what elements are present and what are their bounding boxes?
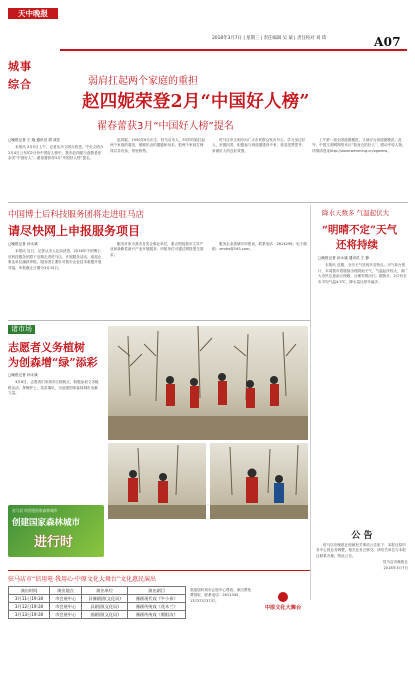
table-header-row [9, 587, 186, 595]
table-header: 演出剧目 [128, 587, 186, 595]
lead-col3-text: 驻马店市文明办向广大市民群众发出号召，学习身边好人，崇德向善，积极参与到道德建设中来，营造见贤思齐、争做好人的良好氛围。 [212, 138, 306, 153]
brand-logo-icon [278, 592, 288, 602]
table-cell: 3月13日19:30 [9, 611, 50, 619]
banner-sub: 驻马店市创建国家森林城市 [12, 508, 58, 513]
column-divider [310, 205, 311, 600]
photo-scene [210, 443, 308, 519]
ad-note: 欢迎届时到市会展中心观看。演出票免费领取，联系电话：2612345、13737373737。 [190, 588, 252, 603]
weather-text: 本报讯 近期，全市天气呈现多变特点。市气象台预计，本周我市将继续出现阴雨天气，气温起伏较大，请广大市民注意添衣保暖，合理安排出行。据统计，2月份全市平均气温4.5℃，降水量比常年偏多。 [318, 263, 408, 284]
tree-planting-photo-main [108, 326, 308, 440]
banner-title: 创建国家森林城市 [12, 518, 81, 528]
feature-byline: □晚报记者 孙永斌 [8, 373, 38, 377]
lead-col1 [8, 138, 104, 163]
top-rule [60, 49, 407, 51]
feature-title2: 为创森增“绿”添彩 [8, 356, 98, 369]
story2-col3 [212, 242, 308, 254]
feature-body [8, 373, 100, 398]
section-line2: 综合 [8, 78, 32, 91]
table-cell: 豫剧传统戏《花木兰》 [128, 603, 186, 611]
story2-headline: 中国博士后科技服务团将走进驻马店 [8, 210, 145, 220]
lead-col3 [212, 138, 308, 155]
story2-col2 [110, 242, 206, 259]
table-cell: 豫剧传统戏《朝阳沟》 [128, 611, 186, 619]
table-cell: 豫剧现代戏《牛小伟》 [128, 595, 186, 603]
divider [8, 202, 408, 203]
table-cell: 县豫剧团(文化局) [82, 595, 128, 603]
ad-rule [8, 570, 310, 571]
story2-col1 [8, 242, 104, 272]
table-row [9, 595, 186, 603]
notice-body [316, 543, 408, 571]
section-line1: 城事 [8, 60, 32, 73]
forest-city-banner [8, 505, 104, 557]
divider [8, 320, 310, 321]
notice-box [316, 528, 408, 628]
table-row [9, 603, 186, 611]
date-bar: 2018年3月7日 | 星期三 | 责任编辑 吴 蒙 | 责任校对 刘 琦 [212, 36, 327, 41]
photo-scene [108, 443, 206, 519]
feature-label: 诸市场 [8, 325, 35, 334]
feature-title1: 志愿者义务植树 [8, 341, 85, 354]
notice-text: 驻马店市晚报社现就有关事项公告如下：本报社原印务中心因业务调整，相关业务已移交，请有关单位与本报社联系办理。特此公告。 [316, 543, 406, 558]
page-code: A07 [374, 35, 401, 49]
photo-scene [108, 326, 308, 440]
lead-col4 [312, 138, 408, 155]
feature-text: 3月6日，志愿者们来到市区植树点，积极参加义务植树活动，挥锹铲土、扶苗填坑，为创建国家森林城市贡献力量。 [8, 380, 99, 396]
lead-col2-text: 赵四妮，1950年6月出生，驻马店市人，53岁的她扛起两个家庭的重担，照顾年迈的婆婆和母亲，把两个家庭打理得井井有条，邻里称赞。 [110, 138, 205, 153]
ad-slogan: 驻马店市“信用电·我用心·中原文化大舞台”文化惠民演出 [8, 576, 157, 583]
table-header: 演出时间 [9, 587, 50, 595]
story2-byline: □晚报记者 孙永斌 [8, 242, 38, 246]
brand-name: 中原文化大舞台 [264, 605, 302, 611]
lead-subhead: 翟春蕾获3月“中国好人榜”提名 [97, 121, 234, 132]
table-cell: 市会展中心 [50, 611, 82, 619]
tree-planting-photo-left [108, 443, 206, 519]
performance-table [8, 586, 186, 619]
table-cell: 县剧团(文化局) [82, 603, 128, 611]
table-cell: 曲剧团(文化局) [82, 611, 128, 619]
table-cell: 市会展中心 [50, 595, 82, 603]
story2-col2-text: 服务对象为我市各类企事业单位，重点围绕我市主导产业和战略性新兴产业开展服务，申报单位可通过网络提交需求。 [110, 242, 204, 257]
tree-planting-photo-right [210, 443, 308, 519]
story2-col3-text: 服务企业需填写申报表，联系电话：2614298，电子邮箱：zmdrs@163.com。 [212, 242, 307, 252]
notice-signer: 驻马店市晚报社 [382, 560, 408, 565]
weather-body [318, 256, 408, 286]
story2-col1-text: 本报讯 近日，记者从市人社局获悉，2018年中国博士后科技服务团将于近期走进驻马店，开展服务活动，欢迎企事业单位踊跃申报。服务团主要针对我市企业技术难题开展对接，申报截止日期为3月15日。 [8, 249, 102, 270]
table-cell: 3月12日19:30 [9, 603, 50, 611]
table-cell: 3月11日19:30 [9, 595, 50, 603]
lead-headline: 赵四妮荣登2月“中国好人榜” [82, 92, 310, 112]
table-row [9, 611, 186, 619]
weather-byline: □晚报记者 孙永斌 通讯员 王 静 [318, 256, 370, 260]
notice-date: 2018年3月7日 [383, 565, 408, 570]
table-header: 演出单位 [82, 587, 128, 595]
weather-kicker: 降水天数多 气温起伏大 [322, 209, 390, 217]
notice-title: 公 告 [351, 531, 373, 541]
lead-kicker: 弱肩扛起两个家庭的重担 [88, 76, 198, 87]
banner-title2: 进行时 [34, 535, 74, 550]
table-cell: 市会展中心 [50, 603, 82, 611]
lead-byline: □晚报记者 王 晓 通讯员 胡 成佐 [8, 138, 61, 142]
table-header: 演出地点 [50, 587, 82, 595]
lead-col1-text: 本报讯 3月5日上午，记者从市文明办获悉，中央文明办2月4日公布的2月份中国好人榜中，我市赵四妮当选敬老爱亲类“中国好人”。翟春蕾获得3月“中国好人榜”提名。 [8, 145, 104, 161]
masthead-logo: 天中晚报 [8, 8, 58, 19]
story2-subhead: 请尽快网上申报服务项目 [8, 224, 141, 238]
weather-headline1: “明晴不定”天气 [322, 224, 398, 236]
section-tab [8, 58, 40, 94]
lead-col2 [110, 138, 206, 155]
lead-col4-text: 上午第一届全国道德模范，又被评为省道德模范；此外，中国文明网网络评议“我身边的好人”，感动中原人物。详情请登录http://www.wenming.cn/zgwmw。 [312, 138, 406, 153]
weather-headline2: 还将持续 [336, 239, 378, 251]
ad-brand [256, 592, 310, 611]
